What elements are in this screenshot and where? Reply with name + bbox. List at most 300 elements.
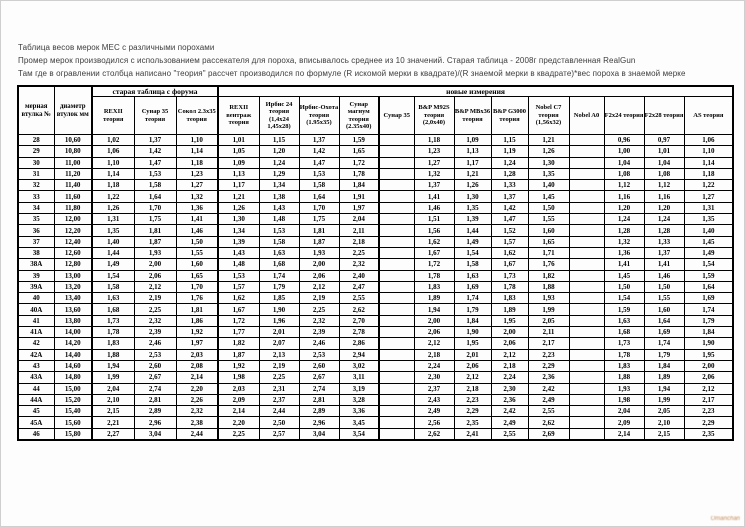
row-number-cell: 39 — [18, 270, 54, 281]
value-cell: 1,75 — [299, 214, 339, 225]
value-cell: 1,06 — [92, 146, 134, 157]
value-cell — [569, 394, 604, 405]
value-cell: 1,00 — [604, 146, 644, 157]
table-row — [18, 247, 733, 258]
row-number-cell: 35 — [18, 214, 54, 225]
table-row — [18, 191, 733, 202]
value-cell: 1,24 — [259, 157, 299, 168]
value-cell: 1,23 — [176, 168, 218, 179]
value-cell: 1,10 — [684, 146, 733, 157]
value-cell: 2,36 — [528, 372, 569, 383]
table-row — [18, 236, 733, 247]
table-row — [18, 406, 733, 417]
value-cell: 2,32 — [134, 315, 176, 326]
value-cell: 1,10 — [176, 135, 218, 146]
value-cell: 2,37 — [414, 383, 454, 394]
value-cell: 1,63 — [604, 315, 644, 326]
table-row — [18, 327, 733, 338]
value-cell: 2,67 — [134, 372, 176, 383]
value-cell: 1,17 — [454, 157, 491, 168]
value-cell: 1,79 — [259, 281, 299, 292]
value-cell — [379, 214, 414, 225]
diameter-cell: 11,60 — [54, 191, 92, 202]
value-cell: 1,77 — [218, 327, 259, 338]
value-cell: 1,40 — [528, 180, 569, 191]
value-cell: 1,65 — [339, 146, 379, 157]
value-cell: 2,07 — [259, 338, 299, 349]
diameter-cell: 14,00 — [54, 327, 92, 338]
value-cell: 1,51 — [414, 214, 454, 225]
value-cell: 1,55 — [644, 293, 684, 304]
row-number-cell: 42 — [18, 338, 54, 349]
value-cell — [569, 168, 604, 179]
value-cell: 1,43 — [218, 247, 259, 258]
value-cell: 1,69 — [454, 281, 491, 292]
value-cell: 2,06 — [134, 270, 176, 281]
value-cell: 1,24 — [644, 214, 684, 225]
value-cell: 1,46 — [644, 270, 684, 281]
value-cell: 2,19 — [134, 293, 176, 304]
value-cell: 2,96 — [134, 417, 176, 428]
value-cell: 1,67 — [218, 304, 259, 315]
value-cell: 2,15 — [644, 428, 684, 440]
value-cell: 2,14 — [604, 428, 644, 440]
value-cell: 2,32 — [339, 259, 379, 270]
value-cell: 1,94 — [92, 360, 134, 371]
value-cell: 2,24 — [491, 372, 528, 383]
value-cell: 1,16 — [644, 191, 684, 202]
value-cell: 2,55 — [339, 293, 379, 304]
value-cell: 1,01 — [218, 135, 259, 146]
value-cell: 1,68 — [92, 304, 134, 315]
value-cell: 1,37 — [134, 135, 176, 146]
table-row — [18, 135, 733, 146]
value-cell: 1,58 — [134, 180, 176, 191]
value-cell: 2,39 — [299, 327, 339, 338]
value-cell: 1,14 — [176, 146, 218, 157]
photo-host-watermark: Omanchan — [710, 516, 740, 522]
column-header-8: Сунар 35 — [379, 97, 414, 135]
value-cell: 1,90 — [684, 338, 733, 349]
value-cell: 1,47 — [491, 214, 528, 225]
value-cell: 1,90 — [259, 304, 299, 315]
corner-header-vial-number: мерная втулка № — [18, 86, 54, 135]
value-cell: 1,75 — [134, 214, 176, 225]
value-cell: 1,64 — [299, 191, 339, 202]
value-cell — [379, 417, 414, 428]
value-cell: 2,74 — [299, 383, 339, 394]
value-cell: 1,04 — [604, 157, 644, 168]
value-cell: 3,02 — [339, 360, 379, 371]
diameter-cell: 14,20 — [54, 338, 92, 349]
value-cell: 2,12 — [684, 383, 733, 394]
diameter-cell: 12,60 — [54, 247, 92, 258]
value-cell: 1,55 — [528, 214, 569, 225]
value-cell: 1,47 — [299, 157, 339, 168]
diameter-cell: 11,00 — [54, 157, 92, 168]
column-header-12: Nobel C7 теория (1,56х32) — [528, 97, 569, 135]
value-cell: 1,21 — [528, 135, 569, 146]
row-number-cell: 40А — [18, 304, 54, 315]
value-cell — [569, 225, 604, 236]
value-cell — [569, 146, 604, 157]
value-cell: 1,42 — [299, 146, 339, 157]
value-cell: 2,35 — [684, 428, 733, 440]
value-cell: 2,23 — [454, 394, 491, 405]
value-cell: 1,33 — [491, 180, 528, 191]
value-cell: 1,44 — [92, 247, 134, 258]
value-cell: 1,53 — [299, 168, 339, 179]
value-cell: 1,55 — [176, 247, 218, 258]
value-cell: 1,73 — [491, 270, 528, 281]
value-cell: 2,17 — [684, 394, 733, 405]
value-cell: 3,28 — [339, 394, 379, 405]
value-cell: 2,11 — [528, 327, 569, 338]
table-row — [18, 180, 733, 191]
value-cell: 2,19 — [299, 293, 339, 304]
value-cell: 2,19 — [259, 360, 299, 371]
table-row — [18, 293, 733, 304]
value-cell: 2,62 — [414, 428, 454, 440]
value-cell: 1,41 — [414, 191, 454, 202]
value-cell: 1,18 — [92, 180, 134, 191]
value-cell: 1,31 — [684, 202, 733, 213]
value-cell: 1,37 — [299, 135, 339, 146]
value-cell: 1,28 — [491, 168, 528, 179]
value-cell: 2,24 — [414, 360, 454, 371]
value-cell: 2,25 — [299, 304, 339, 315]
value-cell: 1,72 — [414, 259, 454, 270]
value-cell — [379, 360, 414, 371]
value-cell: 1,79 — [644, 349, 684, 360]
value-cell — [379, 135, 414, 146]
powder-weights-table — [17, 85, 734, 441]
value-cell: 1,43 — [259, 202, 299, 213]
value-cell: 1,74 — [454, 293, 491, 304]
value-cell: 1,26 — [92, 202, 134, 213]
value-cell: 1,40 — [684, 225, 733, 236]
intro-line-measurement-note: Промер мерок производился с использованием рассекателя для пороха, вписывалось среднее из 10 значений. Старая таблица - 2008г представленная RealGun — [18, 56, 636, 65]
value-cell — [379, 327, 414, 338]
value-cell: 1,78 — [339, 168, 379, 179]
value-cell: 2,32 — [299, 315, 339, 326]
value-cell: 1,81 — [134, 225, 176, 236]
row-number-cell: 38 — [18, 247, 54, 258]
value-cell: 1,69 — [684, 293, 733, 304]
value-cell: 2,56 — [414, 417, 454, 428]
value-cell: 1,82 — [218, 338, 259, 349]
value-cell — [379, 202, 414, 213]
group-header-new-measurements: новые измерения — [218, 86, 733, 97]
value-cell: 1,46 — [414, 202, 454, 213]
value-cell: 1,27 — [414, 157, 454, 168]
value-cell: 1,59 — [684, 270, 733, 281]
value-cell: 1,79 — [454, 304, 491, 315]
value-cell: 2,00 — [414, 315, 454, 326]
value-cell: 2,11 — [339, 225, 379, 236]
row-number-cell: 41 — [18, 315, 54, 326]
value-cell: 2,46 — [299, 338, 339, 349]
value-cell: 2,18 — [454, 383, 491, 394]
value-cell — [569, 293, 604, 304]
value-cell — [569, 304, 604, 315]
value-cell: 1,08 — [604, 168, 644, 179]
value-cell — [379, 406, 414, 417]
value-cell: 1,60 — [176, 259, 218, 270]
value-cell: 1,65 — [176, 270, 218, 281]
value-cell: 1,88 — [528, 281, 569, 292]
value-cell: 2,62 — [528, 417, 569, 428]
value-cell: 1,50 — [644, 281, 684, 292]
value-cell: 1,83 — [604, 360, 644, 371]
value-cell: 2,25 — [134, 304, 176, 315]
diameter-cell: 13,60 — [54, 304, 92, 315]
value-cell: 2,81 — [134, 394, 176, 405]
value-cell: 2,53 — [299, 349, 339, 360]
value-cell — [379, 247, 414, 258]
row-number-cell: 41А — [18, 327, 54, 338]
value-cell: 2,12 — [454, 372, 491, 383]
table-row — [18, 383, 733, 394]
value-cell: 2,37 — [259, 394, 299, 405]
value-cell: 2,03 — [218, 383, 259, 394]
value-cell — [379, 236, 414, 247]
row-number-cell: 40 — [18, 293, 54, 304]
value-cell: 2,55 — [491, 428, 528, 440]
value-cell: 1,15 — [491, 135, 528, 146]
value-cell: 2,78 — [339, 327, 379, 338]
value-cell: 1,41 — [604, 259, 644, 270]
table-row — [18, 428, 733, 440]
value-cell: 1,44 — [454, 225, 491, 236]
value-cell: 2,60 — [134, 360, 176, 371]
table-row — [18, 349, 733, 360]
value-cell: 1,26 — [218, 202, 259, 213]
diameter-cell: 14,60 — [54, 360, 92, 371]
table-row — [18, 281, 733, 292]
value-cell: 1,20 — [604, 202, 644, 213]
value-cell — [379, 383, 414, 394]
value-cell: 1,74 — [644, 338, 684, 349]
value-cell: 1,88 — [92, 349, 134, 360]
value-cell: 1,49 — [92, 259, 134, 270]
diameter-cell: 15,80 — [54, 428, 92, 440]
value-cell: 1,38 — [259, 191, 299, 202]
value-cell: 3,19 — [339, 383, 379, 394]
value-cell: 1,81 — [299, 225, 339, 236]
value-cell: 1,40 — [92, 236, 134, 247]
table-row — [18, 394, 733, 405]
value-cell: 1,87 — [134, 236, 176, 247]
value-cell: 1,84 — [454, 315, 491, 326]
table-row — [18, 304, 733, 315]
value-cell: 1,49 — [684, 247, 733, 258]
value-cell: 1,10 — [92, 157, 134, 168]
value-cell: 2,46 — [134, 338, 176, 349]
value-cell: 1,62 — [218, 293, 259, 304]
value-cell: 1,28 — [644, 225, 684, 236]
value-cell: 1,30 — [454, 191, 491, 202]
value-cell: 1,62 — [491, 247, 528, 258]
value-cell: 1,70 — [176, 281, 218, 292]
row-number-cell: 44 — [18, 383, 54, 394]
value-cell: 1,18 — [684, 168, 733, 179]
value-cell: 1,78 — [92, 327, 134, 338]
value-cell: 1,39 — [218, 236, 259, 247]
value-cell: 1,22 — [684, 180, 733, 191]
value-cell: 1,20 — [259, 146, 299, 157]
diameter-cell: 13,00 — [54, 270, 92, 281]
value-cell: 1,13 — [218, 168, 259, 179]
value-cell: 1,31 — [92, 214, 134, 225]
value-cell: 2,01 — [259, 327, 299, 338]
value-cell: 1,89 — [491, 304, 528, 315]
diameter-cell: 15,20 — [54, 394, 92, 405]
value-cell — [569, 315, 604, 326]
value-cell: 1,27 — [684, 191, 733, 202]
value-cell: 1,06 — [684, 135, 733, 146]
row-number-cell: 44А — [18, 394, 54, 405]
value-cell: 2,35 — [454, 417, 491, 428]
value-cell: 1,94 — [414, 304, 454, 315]
value-cell: 1,30 — [528, 157, 569, 168]
value-cell: 1,93 — [604, 383, 644, 394]
value-cell: 1,92 — [176, 327, 218, 338]
value-cell: 2,26 — [176, 394, 218, 405]
value-cell — [379, 349, 414, 360]
column-header-3: Сокол 2.3х35 теория — [176, 97, 218, 135]
value-cell: 1,36 — [176, 202, 218, 213]
value-cell: 1,41 — [176, 214, 218, 225]
value-cell — [379, 293, 414, 304]
value-cell: 1,35 — [92, 225, 134, 236]
value-cell: 2,04 — [604, 406, 644, 417]
value-cell: 1,21 — [454, 168, 491, 179]
value-cell: 1,54 — [454, 247, 491, 258]
value-cell: 1,79 — [684, 315, 733, 326]
value-cell: 2,12 — [491, 349, 528, 360]
value-cell: 1,53 — [134, 168, 176, 179]
value-cell: 1,95 — [684, 349, 733, 360]
value-cell: 2,18 — [339, 236, 379, 247]
diameter-cell: 13,20 — [54, 281, 92, 292]
value-cell: 2,18 — [414, 349, 454, 360]
column-header-row — [18, 97, 733, 135]
value-cell: 2,13 — [259, 349, 299, 360]
value-cell: 1,87 — [218, 349, 259, 360]
value-cell: 2,12 — [299, 281, 339, 292]
table-row — [18, 146, 733, 157]
value-cell: 1,53 — [259, 225, 299, 236]
row-number-cell: 38А — [18, 259, 54, 270]
value-cell: 2,12 — [134, 281, 176, 292]
value-cell: 2,18 — [491, 360, 528, 371]
row-number-cell: 45 — [18, 406, 54, 417]
value-cell: 1,41 — [644, 259, 684, 270]
value-cell: 2,50 — [259, 417, 299, 428]
value-cell: 1,18 — [414, 135, 454, 146]
value-cell: 1,27 — [176, 180, 218, 191]
value-cell: 1,63 — [259, 247, 299, 258]
value-cell: 1,37 — [491, 191, 528, 202]
value-cell: 1,37 — [414, 180, 454, 191]
value-cell: 1,16 — [604, 191, 644, 202]
value-cell — [569, 191, 604, 202]
value-cell: 2,44 — [259, 406, 299, 417]
value-cell: 1,83 — [92, 338, 134, 349]
value-cell: 1,83 — [414, 281, 454, 292]
value-cell: 1,50 — [604, 281, 644, 292]
diameter-cell: 11,80 — [54, 202, 92, 213]
value-cell: 1,68 — [259, 259, 299, 270]
value-cell: 2,42 — [491, 406, 528, 417]
value-cell: 2,25 — [339, 247, 379, 258]
value-cell — [379, 372, 414, 383]
value-cell: 2,17 — [528, 338, 569, 349]
value-cell: 1,34 — [218, 225, 259, 236]
value-cell: 1,76 — [176, 293, 218, 304]
value-cell: 1,58 — [454, 259, 491, 270]
value-cell — [379, 180, 414, 191]
diameter-cell: 12,80 — [54, 259, 92, 270]
value-cell — [379, 394, 414, 405]
value-cell: 2,10 — [644, 417, 684, 428]
value-cell: 2,05 — [644, 406, 684, 417]
value-cell: 1,85 — [259, 293, 299, 304]
value-cell: 1,42 — [134, 146, 176, 157]
value-cell: 1,78 — [604, 349, 644, 360]
value-cell: 2,60 — [299, 360, 339, 371]
table-row — [18, 168, 733, 179]
value-cell: 1,50 — [528, 202, 569, 213]
value-cell: 1,26 — [528, 146, 569, 157]
value-cell — [569, 281, 604, 292]
value-cell: 1,29 — [259, 168, 299, 179]
value-cell: 1,94 — [644, 383, 684, 394]
value-cell: 1,97 — [339, 202, 379, 213]
value-cell: 1,12 — [644, 180, 684, 191]
value-cell — [379, 428, 414, 440]
row-number-cell: 42А — [18, 349, 54, 360]
diameter-cell: 13,40 — [54, 293, 92, 304]
diameter-cell: 10,80 — [54, 146, 92, 157]
value-cell — [569, 247, 604, 258]
value-cell: 2,00 — [684, 360, 733, 371]
value-cell: 1,58 — [92, 281, 134, 292]
diameter-cell: 12,40 — [54, 236, 92, 247]
value-cell — [379, 315, 414, 326]
value-cell: 2,36 — [491, 394, 528, 405]
value-cell: 1,20 — [644, 202, 684, 213]
value-cell: 1,86 — [176, 315, 218, 326]
value-cell: 1,35 — [454, 202, 491, 213]
value-cell — [379, 338, 414, 349]
diameter-cell: 14,40 — [54, 349, 92, 360]
value-cell: 2,32 — [176, 406, 218, 417]
value-cell: 1,59 — [604, 304, 644, 315]
value-cell: 2,01 — [454, 349, 491, 360]
value-cell: 1,69 — [644, 327, 684, 338]
column-header-11: B&P G3000 теория — [491, 97, 528, 135]
value-cell: 1,81 — [176, 304, 218, 315]
value-cell: 1,32 — [604, 236, 644, 247]
value-cell: 1,24 — [604, 214, 644, 225]
value-cell: 2,55 — [528, 406, 569, 417]
value-cell: 1,30 — [218, 214, 259, 225]
value-cell: 1,54 — [92, 270, 134, 281]
value-cell: 1,32 — [414, 168, 454, 179]
value-cell: 1,50 — [176, 236, 218, 247]
